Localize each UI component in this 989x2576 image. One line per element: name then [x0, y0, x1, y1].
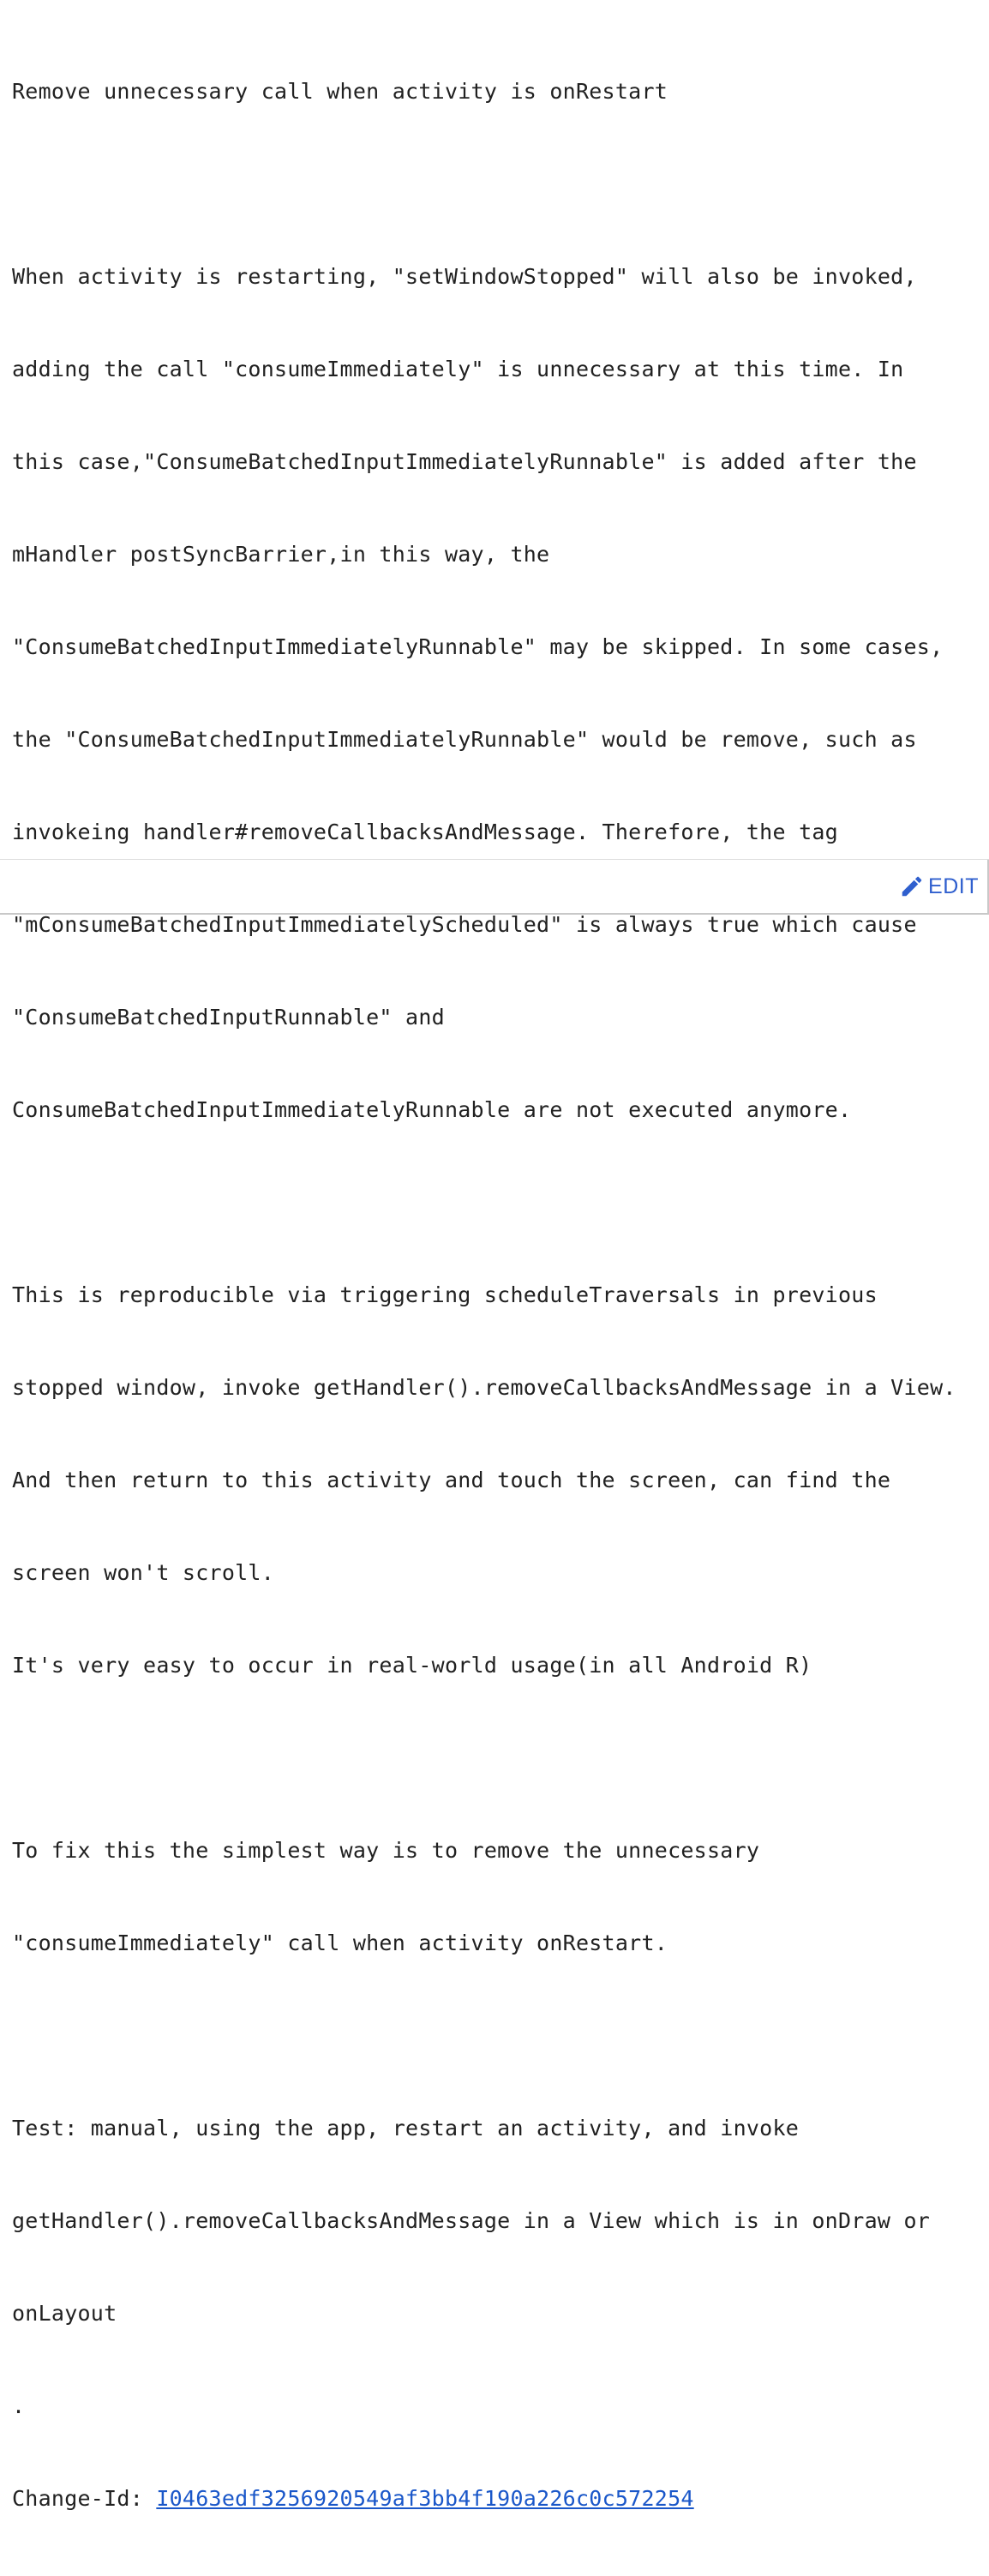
message-line	[12, 2021, 980, 2051]
message-line: getHandler().removeCallbacksAndMessage in a View which is in onDraw or	[12, 2208, 931, 2233]
message-line: To fix this the simplest way is to remove the unnecessary	[12, 1838, 760, 1863]
message-line: This is reproducible via triggering scheduleTraversals in previous	[12, 1282, 878, 1307]
message-line: Test: manual, using the app, restart an activity, and invoke	[12, 2116, 800, 2141]
message-line: When activity is restarting, "setWindowStopped" will also be invoked,	[12, 264, 917, 289]
message-line: "ConsumeBatchedInputImmediatelyRunnable" may be skipped. In some cases,	[12, 634, 944, 659]
edit-button-label: EDIT	[928, 874, 979, 898]
message-line	[12, 169, 980, 200]
message-line: Remove unnecessary call when activity is onRestart	[12, 79, 668, 104]
message-line: screen won't scroll.	[12, 1560, 275, 1585]
message-line	[12, 1187, 980, 1218]
footer-bar	[0, 860, 989, 915]
message-line: It's very easy to occur in real-world usage(in all Android R)	[12, 1653, 812, 1678]
message-line: .	[12, 2393, 26, 2418]
change-id-line	[12, 2483, 980, 2514]
change-id-label: Change-Id:	[12, 2486, 157, 2511]
message-line: this case,"ConsumeBatchedInputImmediatelyRunnable" is added after the	[12, 449, 917, 474]
message-line: "ConsumeBatchedInputRunnable" and	[12, 1005, 445, 1030]
edit-button[interactable]	[899, 874, 979, 899]
commit-message	[12, 15, 980, 2576]
change-id-link[interactable]: I0463edf3256920549af3bb4f190a226c0c572254	[156, 2486, 694, 2511]
message-line: onLayout	[12, 2301, 117, 2326]
message-line: mHandler postSyncBarrier,in this way, the	[12, 542, 550, 567]
message-line: ConsumeBatchedInputImmediatelyRunnable are not executed anymore.	[12, 1097, 852, 1122]
message-line: "mConsumeBatchedInputImmediatelyScheduled" is always true which cause	[12, 912, 917, 937]
message-line	[12, 1743, 980, 1774]
pencil-icon	[899, 874, 925, 899]
message-line: adding the call "consumeImmediately" is unnecessary at this time. In	[12, 357, 904, 381]
message-line: invokeing handler#removeCallbacksAndMessage. Therefore, the tag	[12, 820, 838, 844]
message-line: the "ConsumeBatchedInputImmediatelyRunnable" would be remove, such as	[12, 727, 917, 752]
message-line: And then return to this activity and touch the screen, can find the	[12, 1468, 891, 1492]
message-line: "consumeImmediately" call when activity onRestart.	[12, 1930, 668, 1955]
message-line: stopped window, invoke getHandler().removeCallbacksAndMessage in a View.	[12, 1375, 956, 1400]
